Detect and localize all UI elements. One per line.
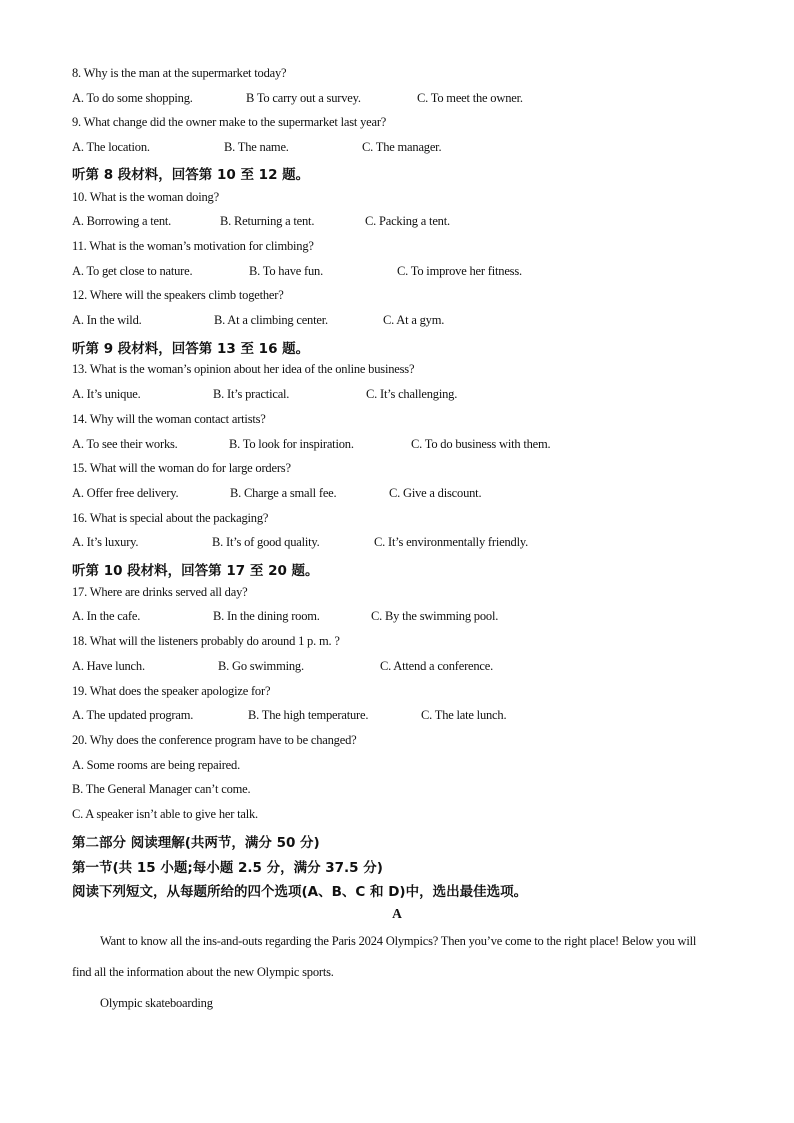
part-title: 第二部分 阅读理解(共两节，满分 50 分): [72, 835, 320, 851]
section-header-9: 听第 9 段材料，回答第 13 至 16 题。: [72, 341, 310, 357]
question-9: 9. What change did the owner make to the supermarket last year?: [72, 115, 387, 129]
question-12: 12. Where will the speakers climb together?: [72, 288, 284, 302]
subheading: Olympic skateboarding: [100, 996, 213, 1010]
option-b: B. At a climbing center.: [214, 313, 328, 327]
option-a: A. To do some shopping.: [72, 91, 193, 105]
question-20: 20. Why does the conference program have to be changed?: [72, 733, 357, 747]
option-a: A. Have lunch.: [72, 659, 145, 673]
option-a: A. Borrowing a tent.: [72, 214, 172, 228]
option-a: A. The location.: [72, 140, 150, 154]
question-10: 10. What is the woman doing?: [72, 190, 219, 204]
passage-intro: Want to know all the ins-and-outs regarding the Paris 2024 Olympics? Then you’ve come to the right place! Below you will find all the information about the new Olympic sports.: [72, 934, 697, 979]
option-b: B. It’s of good quality.: [212, 535, 320, 549]
option-c: C. Attend a conference.: [380, 659, 494, 673]
option-a: A. In the cafe.: [72, 609, 141, 623]
question-13: 13. What is the woman’s opinion about her idea of the online business?: [72, 362, 415, 376]
option-b: B. The high temperature.: [248, 708, 369, 722]
section-title: 第一节(共 15 小题;每小题 2.5 分，满分 37.5 分): [72, 860, 383, 876]
option-b: B. Returning a tent.: [220, 214, 315, 228]
option-a: A. It’s unique.: [72, 387, 141, 401]
option-a: A. Offer free delivery.: [72, 486, 179, 500]
option-b: B. It’s practical.: [213, 387, 290, 401]
option-b: B To carry out a survey.: [246, 91, 361, 105]
option-c: C. To improve her fitness.: [397, 264, 522, 278]
option-b: B. The General Manager can’t come.: [72, 782, 251, 796]
question-16: 16. What is special about the packaging?: [72, 511, 269, 525]
question-15: 15. What will the woman do for large orders?: [72, 461, 291, 475]
option-c: C. To meet the owner.: [417, 91, 523, 105]
option-b: B. In the dining room.: [213, 609, 320, 623]
option-b: B. To have fun.: [249, 264, 324, 278]
section-header-10: 听第 10 段材料，回答第 17 至 20 题。: [72, 563, 319, 579]
option-a: A. It’s luxury.: [72, 535, 139, 549]
option-a: A. In the wild.: [72, 313, 142, 327]
option-b: B. Charge a small fee.: [230, 486, 337, 500]
option-c: C. By the swimming pool.: [371, 609, 499, 623]
option-c: C. The manager.: [362, 140, 442, 154]
option-b: B. Go swimming.: [218, 659, 304, 673]
option-c: C. Packing a tent.: [365, 214, 450, 228]
option-a: A. Some rooms are being repaired.: [72, 758, 240, 772]
section-header-8: 听第 8 段材料，回答第 10 至 12 题。: [72, 167, 310, 183]
question-17: 17. Where are drinks served all day?: [72, 585, 248, 599]
question-19: 19. What does the speaker apologize for?: [72, 684, 271, 698]
question-8: 8. Why is the man at the supermarket today?: [72, 66, 287, 80]
option-b: B. To look for inspiration.: [229, 437, 354, 451]
option-c: C. It’s challenging.: [366, 387, 458, 401]
question-11: 11. What is the woman’s motivation for climbing?: [72, 239, 314, 253]
option-c: C. Give a discount.: [389, 486, 482, 500]
question-18: 18. What will the listeners probably do around 1 p. m. ?: [72, 634, 340, 648]
option-c: C. A speaker isn’t able to give her talk.: [72, 807, 258, 821]
option-a: A. To see their works.: [72, 437, 178, 451]
instruction: 阅读下列短文，从每题所给的四个选项(A、B、C 和 D)中，选出最佳选项。: [72, 884, 528, 900]
option-c: C. At a gym.: [383, 313, 445, 327]
passage-label: A: [392, 906, 402, 921]
option-c: C. The late lunch.: [421, 708, 507, 722]
option-b: B. The name.: [224, 140, 289, 154]
question-14: 14. Why will the woman contact artists?: [72, 412, 266, 426]
option-a: A. To get close to nature.: [72, 264, 193, 278]
option-c: C. To do business with them.: [411, 437, 551, 451]
option-c: C. It’s environmentally friendly.: [374, 535, 529, 549]
option-a: A. The updated program.: [72, 708, 194, 722]
